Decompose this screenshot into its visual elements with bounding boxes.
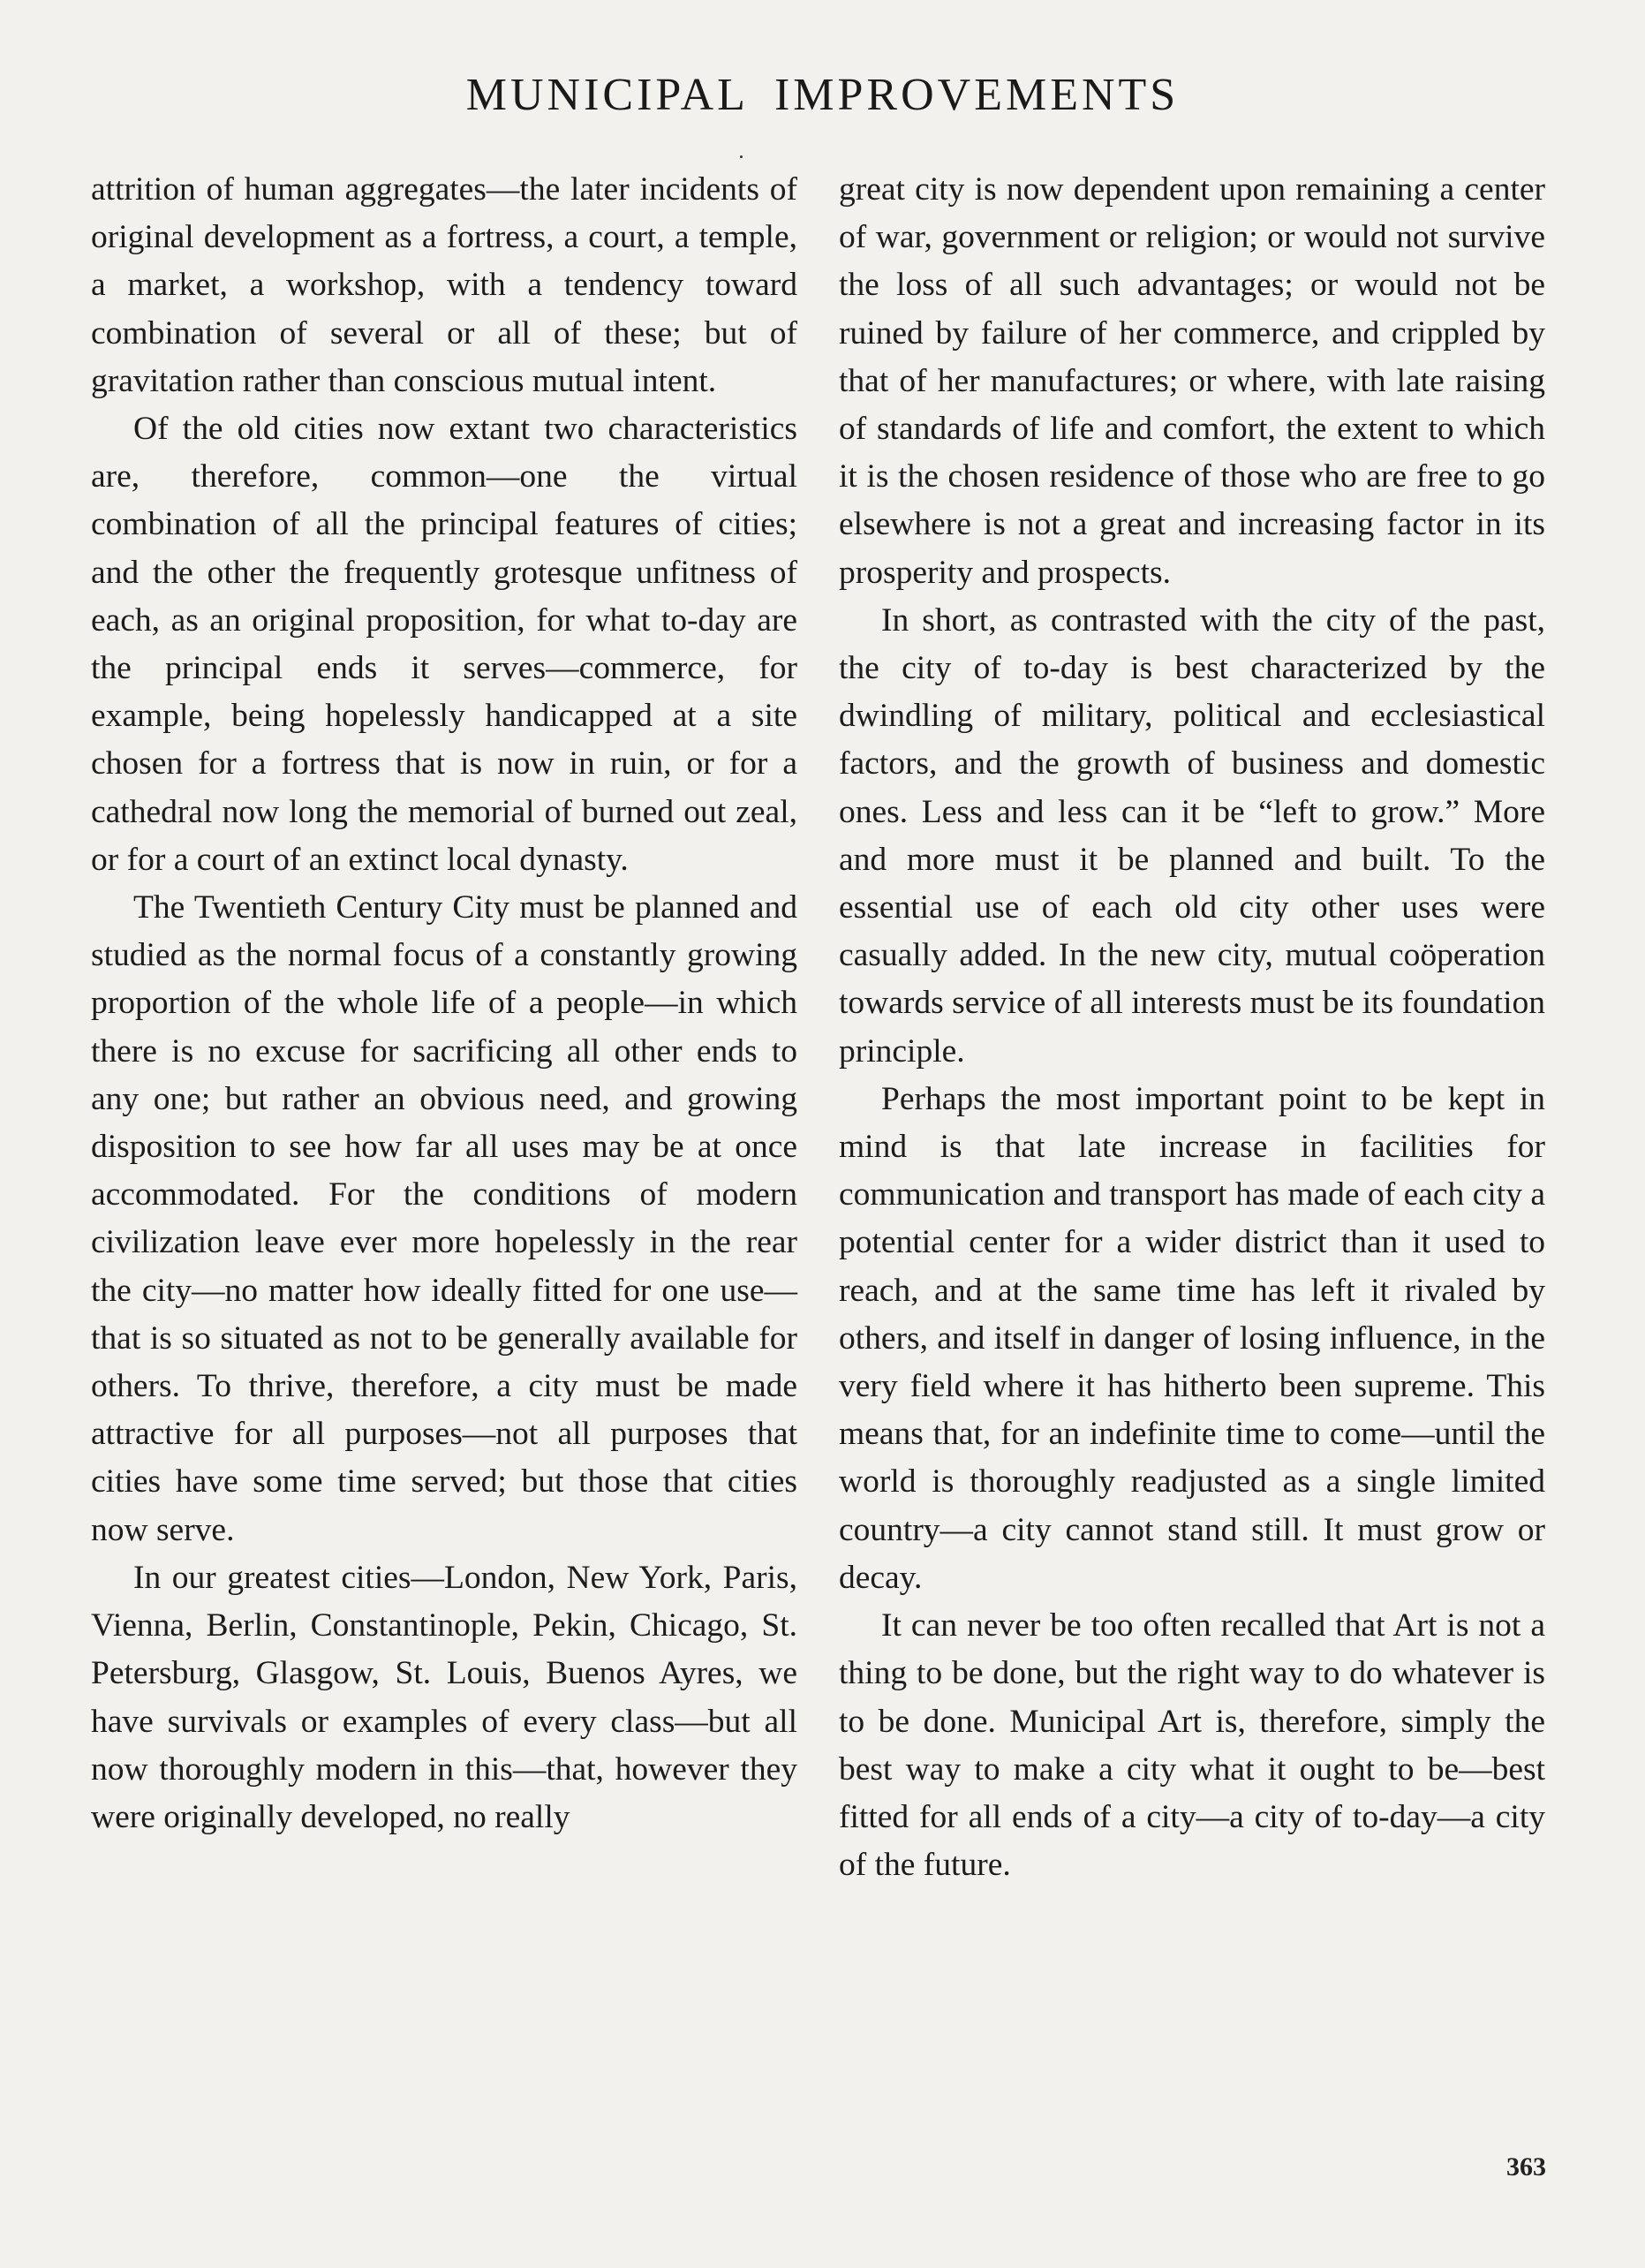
right-column — [839, 166, 1545, 1889]
paragraph: Of the old cities now extant two characteristics are, therefore, common—one the virtual combination of all the principal features of cities; and the other the frequently grotesque unfitness of each, as an original proposition, for what to-day are the principal ends it serves—commerce, for example, being hopelessly handicapped at a site chosen for a fortress that is now in ruin, or for a cathedral now long the memorial of burned out zeal, or for a court of an extinct local dynasty. — [91, 411, 797, 878]
paragraph-continued: great city is now dependent upon remaining a center of war, government or religion; or would not survive the loss of all such advantages; or would not be ruined by failure of her commerce, and crippled by that of her manufactures; or where, with late raising of standards of life and comfort, the extent to which it is the chosen residence of those who are free to go elsewhere is not a great and increasing factor in its prosperity and prospects. — [839, 171, 1545, 591]
left-column — [91, 166, 797, 1841]
paragraph: In our greatest cities—London, New York, Paris, Vienna, Berlin, Constantinople, Pekin, Chicago, St. Petersburg, Glasgow, St. Louis, Buenos Ayres, we have survivals or examples of every class—but all now thoroughly modern in this—that, however they were originally developed, no really — [91, 1559, 797, 1835]
paragraph: It can never be too often recalled that Art is not a thing to be done, but the right way to do whatever is to be done. Municipal Art is, therefore, simply the best way to make a city what it ought to be—best fitted for all ends of a city—a city of to-day—a city of the future. — [839, 1607, 1545, 1884]
page-number: 363 — [1506, 2152, 1546, 2181]
paragraph: In short, as contrasted with the city of the past, the city of to-day is best characterized by the dwindling of military, political and ecclesiastical factors, and the growth of business and domestic ones. Less and less can it be “left to grow.” More and more must it be planned and built. To the essential use of each old city other uses were casually added. In the new city, mutual coöperation towards service of all interests must be its foundation principle. — [839, 601, 1545, 1070]
paragraph: Perhaps the most important point to be kept in mind is that late increase in facilities for communication and transport has made of each city a potential center for a wider district than it used to reach, and at the same time has left it rivaled by others, and itself in danger of losing influence, in the very field where it has hitherto been supreme. This means that, for an indefinite time to come—until the world is thoroughly readjusted as a single limited country—a city cannot stand still. It must grow or decay. — [839, 1080, 1545, 1596]
paragraph-continued: attrition of human aggregates—the later incidents of original development as a fortress, a court, a temple, a market, a workshop, with a tendency toward combination of several or all of these; but of gravitation rather than conscious mutual intent. — [91, 171, 797, 399]
print-speck — [740, 155, 743, 158]
paragraph: The Twentieth Century City must be planned and studied as the normal focus of a constantly growing proportion of the whole life of a people—in which there is no excuse for sacrificing all other ends to any one; but rather an obvious need, and growing disposition to see how far all uses may be at once accommodated. For the conditions of modern civilization leave ever more hopelessly in the rear the city—no matter how ideally fitted for one use—that is so situated as not to be generally available for others. To thrive, therefore, a city must be made attractive for all purposes—not all purposes that cities have some time served; but those that cities now serve. — [91, 889, 797, 1548]
page-title: MUNICIPAL IMPROVEMENTS — [465, 70, 1180, 120]
